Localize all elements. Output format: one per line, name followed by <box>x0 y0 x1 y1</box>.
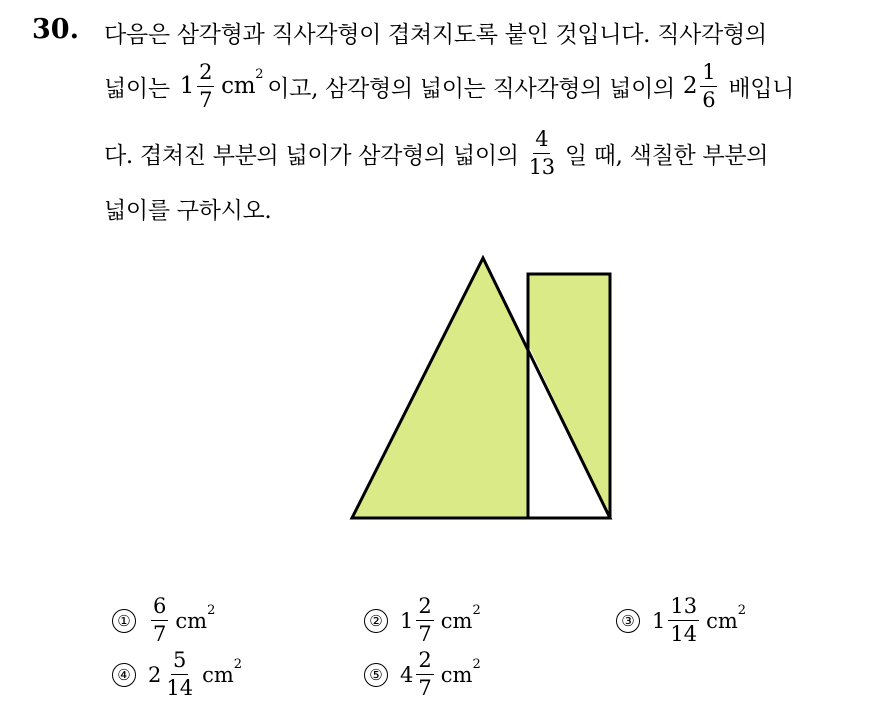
fraction-denominator: 14 <box>670 622 698 646</box>
choice-marker: ① <box>112 609 136 633</box>
fraction-numerator: 6 <box>151 596 168 621</box>
unit-exponent: 2 <box>472 602 481 618</box>
unit-exponent: 2 <box>472 656 481 672</box>
choice-whole: 1 <box>652 608 666 633</box>
text-segment: 일 때, 색칠한 부분의 <box>564 142 769 169</box>
choice-fraction <box>668 596 699 645</box>
unit-label <box>440 602 481 633</box>
choice-5[interactable] <box>364 650 485 699</box>
choice-fraction <box>151 596 168 645</box>
unit-label <box>202 656 243 687</box>
unit-label <box>175 602 216 633</box>
choice-1[interactable] <box>112 596 219 645</box>
rect-area-whole: 1 <box>179 73 195 99</box>
unit-text: cm <box>202 662 234 687</box>
unit-exponent: 2 <box>255 67 264 83</box>
choice-4[interactable] <box>112 650 246 699</box>
choice-fraction <box>164 650 195 699</box>
triangle-rectangle-figure <box>340 250 630 540</box>
choice-whole: 4 <box>400 662 414 687</box>
rect-area-fraction <box>197 59 214 112</box>
question-number: 30. <box>32 14 79 45</box>
fraction-denominator: 14 <box>166 676 194 700</box>
unit-text: cm <box>706 608 738 633</box>
fraction-denominator: 7 <box>153 622 167 646</box>
unit-label <box>440 656 481 687</box>
choice-marker: ⑤ <box>364 663 388 687</box>
unit-exponent: 2 <box>233 656 243 672</box>
text-segment: 다. 겹쳐진 부분의 넓이가 삼각형의 넓이의 <box>104 142 519 169</box>
fraction-numerator: 1 <box>700 62 717 87</box>
text-segment: 넓이는 <box>104 75 170 102</box>
text-segment: 배입니 <box>728 75 795 102</box>
unit-text: cm <box>175 608 208 633</box>
unit-text: cm <box>440 608 473 633</box>
fraction-numerator: 13 <box>668 596 699 621</box>
text-segment: 이고, 삼각형의 넓이는 직사각형의 넓이의 <box>267 75 675 102</box>
unit-exponent: 2 <box>737 602 747 618</box>
choice-2[interactable] <box>364 596 485 645</box>
unit-label <box>706 602 747 633</box>
fraction-numerator: 2 <box>197 62 214 87</box>
choice-fraction <box>416 596 433 645</box>
question-text-line-2 <box>104 56 794 116</box>
ratio-whole: 2 <box>682 73 698 99</box>
choice-marker: ② <box>364 609 388 633</box>
ratio-fraction <box>700 59 717 112</box>
choice-fraction <box>416 650 433 699</box>
fraction-denominator: 6 <box>702 87 716 112</box>
unit-exponent: 2 <box>207 602 216 618</box>
fraction-denominator: 13 <box>528 154 555 179</box>
fraction-numerator: 5 <box>171 650 188 675</box>
unit-label <box>221 67 264 99</box>
question-text-line-1: 다음은 삼각형과 직사각형이 겹쳐지도록 붙인 것입니다. 직사각형의 <box>104 22 767 48</box>
overlap-fraction <box>527 126 557 179</box>
fraction-denominator: 7 <box>418 622 432 646</box>
choice-whole: 1 <box>400 608 414 633</box>
fraction-numerator: 4 <box>533 129 550 154</box>
choice-whole: 2 <box>148 662 162 687</box>
fraction-numerator: 2 <box>416 650 433 675</box>
unit-text: cm <box>221 73 256 99</box>
question-text-line-4: 넓이를 구하시오. <box>104 198 272 224</box>
unit-text: cm <box>440 662 473 687</box>
choice-3[interactable] <box>616 596 750 645</box>
question-text-line-3 <box>104 122 768 184</box>
choice-marker: ④ <box>112 663 136 687</box>
choice-marker: ③ <box>616 609 640 633</box>
fraction-denominator: 7 <box>418 676 432 700</box>
fraction-denominator: 7 <box>199 87 213 112</box>
fraction-numerator: 2 <box>416 596 433 621</box>
